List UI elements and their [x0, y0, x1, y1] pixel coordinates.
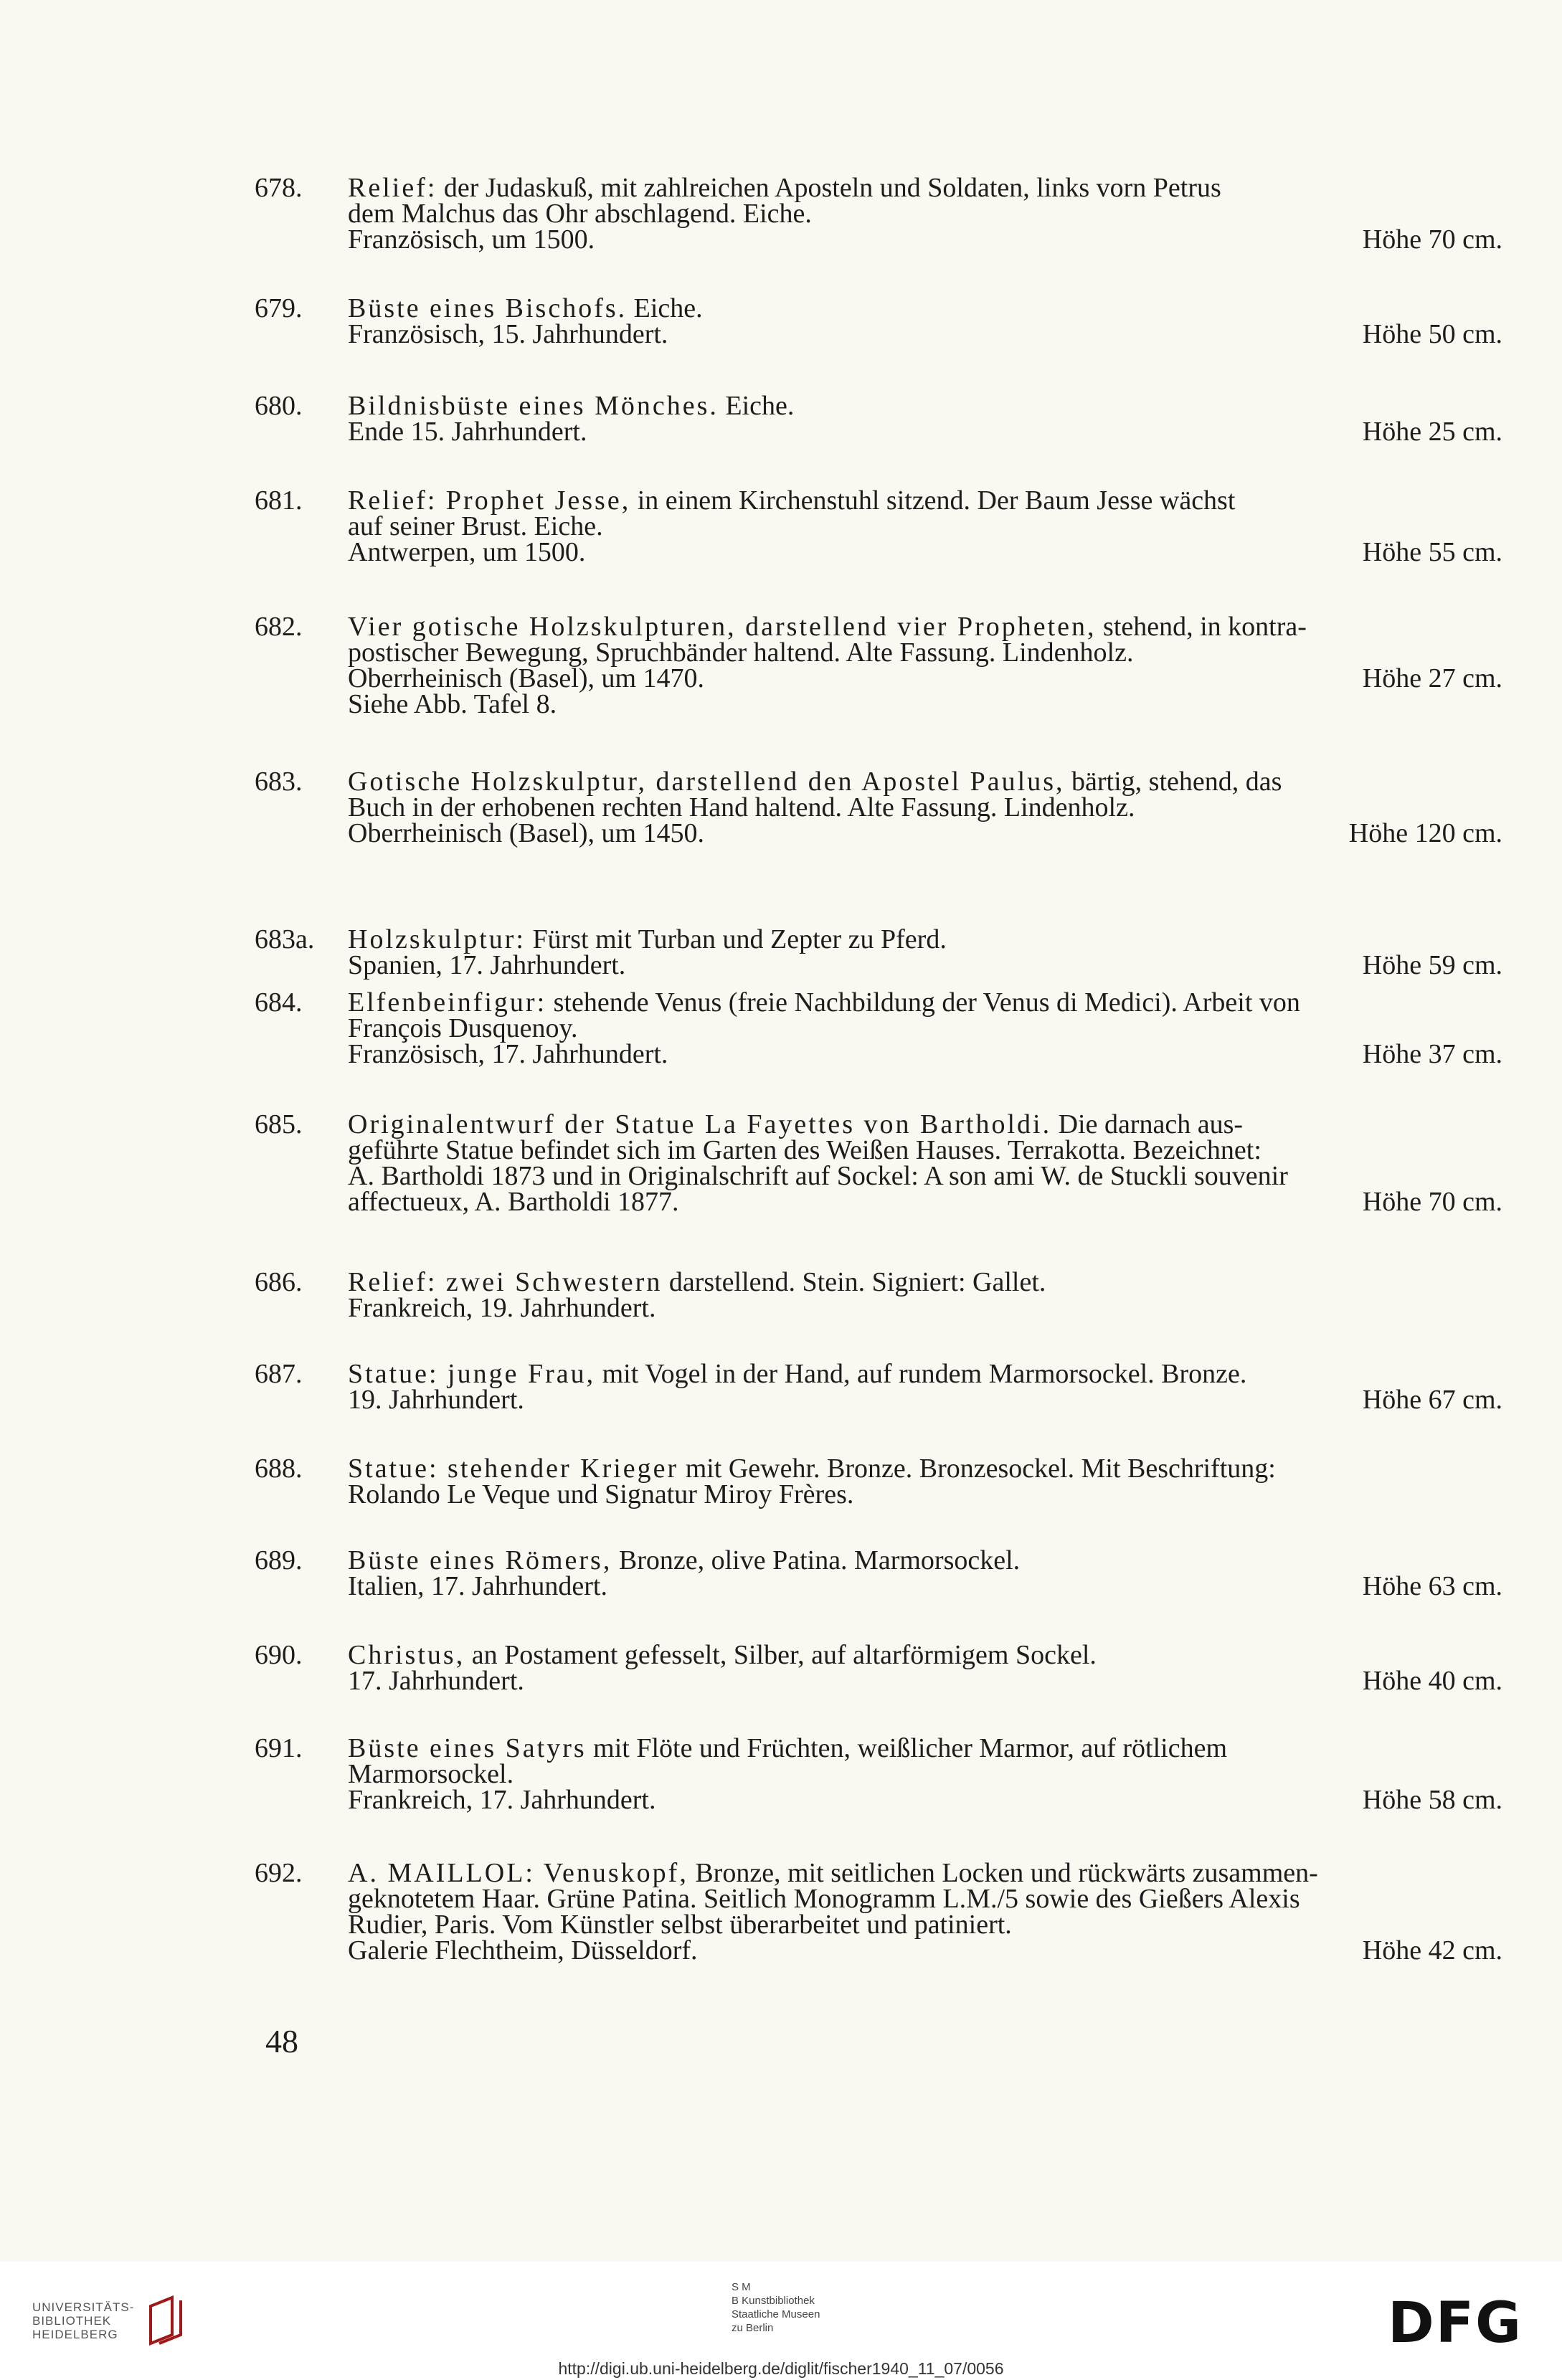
- entry-text: Eiche.: [718, 391, 795, 421]
- entry-title-line: [348, 1642, 1097, 1668]
- entry-title: Statue: stehender Krieger: [348, 1454, 679, 1484]
- entry-text-line: [348, 1387, 524, 1413]
- entry-text-line: [348, 1668, 524, 1694]
- entry-text: Rolando Le Veque und Signatur Miroy Frères.: [348, 1479, 854, 1509]
- entry-title-line: [348, 1735, 1227, 1761]
- page-number: 48: [265, 2023, 298, 2059]
- entry-text-line: [348, 820, 704, 846]
- entry-text: Fürst mit Turban und Zepter zu Pferd.: [525, 924, 947, 954]
- entry-title: A. MAILLOL: Venuskopf,: [348, 1858, 688, 1888]
- entry-height: Höhe 37 cm.: [1362, 1039, 1502, 1069]
- entry-text: Galerie Flechtheim, Düsseldorf.: [348, 1935, 698, 1966]
- entry-number: 688.: [255, 1454, 303, 1484]
- entry-text-line: [348, 1481, 853, 1507]
- entry-height: Höhe 63 cm.: [1362, 1571, 1502, 1601]
- dfg-text: DFG: [1388, 2291, 1523, 2356]
- smb-credit: [732, 2280, 820, 2335]
- entry-text-line: [348, 224, 595, 255]
- entry-text: Rudier, Paris. Vom Künstler selbst überarbeitet und patiniert.: [348, 1910, 1012, 1940]
- entry-text-line: [348, 1787, 656, 1813]
- entry-number: 691.: [255, 1733, 303, 1763]
- entry-height: Höhe 67 cm.: [1362, 1385, 1502, 1415]
- entry-text: bärtig, stehend, das: [1064, 767, 1282, 797]
- entry-text: stehend, in kontra-: [1096, 612, 1307, 642]
- entry-title: Büste eines Satyrs: [348, 1733, 587, 1763]
- entry-text: Siehe Abb. Tafel 8.: [348, 689, 557, 719]
- library-line-1: UNIVERSITÄTS-: [32, 2300, 135, 2314]
- entry-title-line: [348, 1269, 1046, 1295]
- entry-text: mit Gewehr. Bronze. Bronzesockel. Mit Beschriftung:: [678, 1454, 1276, 1484]
- entry-text-line: [348, 201, 812, 227]
- entry-text-line: [348, 1912, 1012, 1938]
- entry-text: Oberrheinisch (Basel), um 1470.: [348, 663, 705, 693]
- entry-text: Spanien, 17. Jahrhundert.: [348, 950, 626, 980]
- entry-number: 681.: [255, 485, 303, 516]
- entry-title: Relief: zwei Schwestern: [348, 1267, 663, 1297]
- entry-text-line: [348, 792, 1135, 822]
- entry-text: Ende 15. Jahrhundert.: [348, 417, 587, 447]
- entry-text: mit Flöte und Früchten, weißlicher Marmor, auf rötlichem: [586, 1733, 1228, 1763]
- entry-title-line: [348, 769, 1282, 795]
- entry-text: Oberrheinisch (Basel), um 1450.: [348, 818, 705, 848]
- entry-number: 682.: [255, 612, 303, 642]
- entry-text: in einem Kirchenstuhl sitzend. Der Baum Jesse wächst: [630, 485, 1236, 516]
- entry-text: geknotetem Haar. Grüne Patina. Seitlich Monogramm L.M./5 sowie des Gießers Alexis: [348, 1884, 1300, 1914]
- entry-title: Büste eines Bischofs.: [348, 293, 628, 323]
- entry-text: Marmorsockel.: [348, 1759, 514, 1789]
- entry-number: 685.: [255, 1109, 303, 1139]
- entry-text: an Postament gefesselt, Silber, auf altarförmigem Sockel.: [465, 1640, 1097, 1670]
- entry-text-line: [348, 952, 625, 978]
- entry-text: der Judaskuß, mit zahlreichen Aposteln und Soldaten, links vorn Petrus: [437, 173, 1221, 203]
- entry-text: François Dusquenoy.: [348, 1013, 578, 1043]
- entry-title-line: [348, 1454, 1276, 1484]
- entry-text: Eiche.: [627, 293, 703, 323]
- library-line-2: BIBLIOTHEK: [32, 2314, 112, 2328]
- entry-text: 19. Jahrhundert.: [348, 1385, 524, 1415]
- entry-height: Höhe 40 cm.: [1362, 1666, 1502, 1696]
- entry-number: 683.: [255, 767, 303, 797]
- entry-text-line: [348, 1761, 513, 1787]
- entry-text: affectueux, A. Bartholdi 1877.: [348, 1187, 679, 1217]
- entry-text: Frankreich, 17. Jahrhundert.: [348, 1785, 656, 1815]
- entry-title-line: [348, 175, 1221, 201]
- entry-height: Höhe 70 cm.: [1362, 224, 1502, 255]
- entry-title: Holzskulptur:: [348, 924, 526, 954]
- entry-title-line: [348, 987, 1300, 1018]
- entry-text: Buch in der erhobenen rechten Hand haltend. Alte Fassung. Lindenholz.: [348, 792, 1135, 822]
- entry-number: 690.: [255, 1640, 303, 1670]
- entry-text-line: [348, 321, 668, 347]
- entry-height: Höhe 55 cm.: [1362, 537, 1502, 567]
- entry-title: Relief:: [348, 173, 437, 203]
- entry-title-line: [348, 926, 947, 952]
- entry-title: Elfenbeinfigur:: [348, 987, 547, 1018]
- entry-title: Gotische Holzskulptur, darstellend den Apostel Paulus,: [348, 767, 1065, 797]
- entry-text-line: [348, 1041, 668, 1067]
- entry-height: Höhe 42 cm.: [1362, 1935, 1502, 1966]
- entry-text-line: [348, 691, 557, 717]
- entry-height: Höhe 27 cm.: [1362, 663, 1502, 693]
- entry-number: 678.: [255, 173, 303, 203]
- entry-text: 17. Jahrhundert.: [348, 1666, 524, 1696]
- smb-line-4: zu Berlin: [732, 2322, 774, 2334]
- entry-text: mit Vogel in der Hand, auf rundem Marmorsockel. Bronze.: [595, 1359, 1247, 1389]
- entry-number: 683a.: [255, 924, 315, 954]
- entry-text: postischer Bewegung, Spruchbänder haltend. Alte Fassung. Lindenholz.: [348, 637, 1134, 668]
- library-line-3: HEIDELBERG: [32, 2328, 118, 2341]
- entry-height: Höhe 25 cm.: [1362, 417, 1502, 447]
- entry-height: Höhe 59 cm.: [1362, 950, 1502, 980]
- entry-text-line: [348, 1935, 698, 1966]
- entry-height: Höhe 70 cm.: [1362, 1187, 1502, 1217]
- entry-number: 686.: [255, 1267, 303, 1297]
- entry-text: Die darnach aus-: [1051, 1109, 1244, 1139]
- entry-title-line: [348, 1547, 1020, 1573]
- entry-number: 687.: [255, 1359, 303, 1389]
- entry-text: Bronze, mit seitlichen Locken und rückwärts zusammen-: [688, 1858, 1318, 1888]
- entry-number: 692.: [255, 1858, 303, 1888]
- entry-title: Büste eines Römers,: [348, 1545, 612, 1575]
- entry-text: Italien, 17. Jahrhundert.: [348, 1571, 607, 1601]
- dfg-logo: [1388, 2291, 1531, 2356]
- entry-height: Höhe 50 cm.: [1362, 319, 1502, 349]
- source-url[interactable]: http://digi.ub.uni-heidelberg.de/diglit/fischer1940_11_07/0056: [558, 2359, 1004, 2378]
- entry-title-line: [348, 295, 703, 321]
- entry-number: 684.: [255, 987, 303, 1018]
- entry-text-line: [348, 1573, 607, 1599]
- entry-text: Französisch, 17. Jahrhundert.: [348, 1039, 668, 1069]
- entry-title: Christus,: [348, 1640, 465, 1670]
- entry-text-line: [348, 513, 603, 539]
- entry-text-line: [348, 637, 1134, 668]
- entry-text-line: [348, 539, 585, 565]
- entry-text-line: [348, 419, 587, 445]
- entry-text: dem Malchus das Ohr abschlagend. Eiche.: [348, 199, 812, 229]
- entry-text: Bronze, olive Patina. Marmorsockel.: [612, 1545, 1021, 1575]
- library-name: [32, 2300, 134, 2341]
- entry-title-line: [348, 614, 1307, 640]
- entry-text: Französisch, 15. Jahrhundert.: [348, 319, 668, 349]
- entry-text: darstellend. Stein. Signiert: Gallet.: [662, 1267, 1046, 1297]
- entry-text-line: [348, 1295, 656, 1321]
- entry-title-line: [348, 1361, 1246, 1387]
- entry-title-line: [348, 485, 1236, 516]
- entry-title: Bildnisbüste eines Mönches.: [348, 391, 719, 421]
- entry-text: Antwerpen, um 1500.: [348, 537, 586, 567]
- entry-title-line: [348, 1860, 1318, 1886]
- entry-number: 689.: [255, 1545, 303, 1575]
- entry-text-line: [348, 1015, 578, 1041]
- entry-text-line: [348, 1163, 1288, 1189]
- smb-line-2: B Kunstbibliothek: [732, 2295, 815, 2307]
- smb-line-1: S M: [732, 2281, 751, 2293]
- entry-title: Statue: junge Frau,: [348, 1359, 596, 1389]
- smb-line-3: Staatliche Museen: [732, 2308, 820, 2320]
- entry-title-line: [348, 1111, 1243, 1137]
- entry-number: 680.: [255, 391, 303, 421]
- entry-text: geführte Statue befindet sich im Garten des Weißen Hauses. Terrakotta. Bezeichnet:: [348, 1135, 1262, 1165]
- entry-number: 679.: [255, 293, 303, 323]
- library-logo-icon: [143, 2293, 186, 2348]
- entry-title: Originalentwurf der Statue La Fayettes von Bartholdi.: [348, 1109, 1052, 1139]
- entry-title: Vier gotische Holzskulpturen, darstellend vier Propheten,: [348, 612, 1097, 642]
- entry-text: Frankreich, 19. Jahrhundert.: [348, 1293, 656, 1323]
- entry-text: auf seiner Brust. Eiche.: [348, 511, 603, 541]
- entry-title-line: [348, 393, 794, 419]
- entry-text-line: [348, 1137, 1262, 1163]
- entry-text: Französisch, um 1500.: [348, 224, 595, 255]
- entry-title: Relief: Prophet Jesse,: [348, 485, 631, 516]
- entry-text-line: [348, 1189, 679, 1215]
- entry-text: A. Bartholdi 1873 und in Originalschrift auf Sockel: A son ami W. de Stuckli souvenir: [348, 1161, 1288, 1191]
- entry-height: Höhe 58 cm.: [1362, 1785, 1502, 1815]
- entry-text: stehende Venus (freie Nachbildung der Venus di Medici). Arbeit von: [546, 987, 1300, 1018]
- entry-height: Höhe 120 cm.: [1348, 818, 1502, 848]
- entry-text-line: [348, 1886, 1300, 1912]
- entry-text-line: [348, 665, 704, 691]
